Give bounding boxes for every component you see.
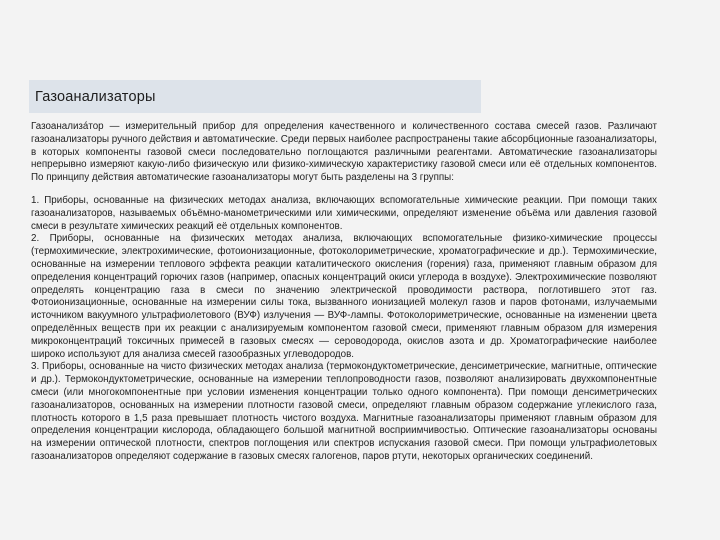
intro-paragraph: Газоанализа́тор — измерительный прибор для определения качественного и количественного состава смесей газов. Различают газоанализаторы ручного действия и автоматические. Среди первых наиболее распространены такие абсорбционные газоанализаторы, в которых компоненты газовой смеси последовательно поглощаются различными реагентами. Автоматические газоанализаторы непрерывно измеряют какую-либо физическую или физико-химическую характеристику газовой смеси или её отдельных компонентов. По принципу действия автоматические газоанализаторы могут быть разделены на 3 группы: [31, 121, 657, 184]
slide-title: Газоанализаторы [35, 88, 156, 105]
slide-body [31, 121, 657, 537]
group-2-paragraph: 2. Приборы, основанные на физических методах анализа, включающих вспомогательные физико-химические процессы (термохимические, электрохимические, фотоионизационные, фотоколориметрические, хроматографические и др.). Термохимические, основанные на измерении теплового эффекта реакции каталитического окисления (горения) газа, применяют главным образом для определения концентраций горючих газов (например, опасных концентраций окиси углерода в воздухе). Электрохимические позволяют определять концентрацию газа в смеси по значению электрической проводимости раствора, поглотившего этот газ. Фотоионизационные, основанные на измерении силы тока, вызванного ионизацией молекул газов и паров фотонами, излучаемыми источником вакуумного ультрафиолетового (ВУФ) излучения — ВУФ-лампы. Фотоколориметрические, основанные на изменении цвета определённых веществ при их реакции с анализируемым компонентом газовой смеси, применяют главным образом для измерения микроконцентраций токсичных примесей в газовых смесях — сероводорода, окислов азота и др. Хроматографические наиболее широко используют для анализа смесей газообразных углеводородов. [31, 233, 657, 360]
group-3-paragraph: 3. Приборы, основанные на чисто физических методах анализа (термокондуктометрические, денсиметрические, магнитные, оптические и др.). Термокондуктометрические, основанные на измерении теплопроводности газов, позволяют анализировать двухкомпонентные смеси (или многокомпонентные при условии изменения концентрации только одного компонента). При помощи денсиметрических газоанализаторов, основанных на измерении плотности газовой смеси, определяют главным образом содержание углекислого газа, плотность которого в 1,5 раза превышает плотность чистого воздуха. Магнитные газоанализаторы применяют главным образом для определения концентрации кислорода, обладающего большой магнитной восприимчивостью. Оптические газоанализаторы основаны на измерении оптической плотности, спектров поглощения или спектров испускания газовой смеси. При помощи ультрафиолетовых газоанализаторов определяют содержание в газовых смесях галогенов, паров ртути, некоторых органических соединений. [31, 361, 657, 462]
group-1-paragraph: 1. Приборы, основанные на физических методах анализа, включающих вспомогательные химические реакции. При помощи таких газоанализаторов, называемых объёмно-манометрическими или химическими, определяют изменение объёма или давления газовой смеси в результате химических реакций её отдельных компонентов. [31, 194, 657, 232]
title-bar [29, 80, 481, 113]
